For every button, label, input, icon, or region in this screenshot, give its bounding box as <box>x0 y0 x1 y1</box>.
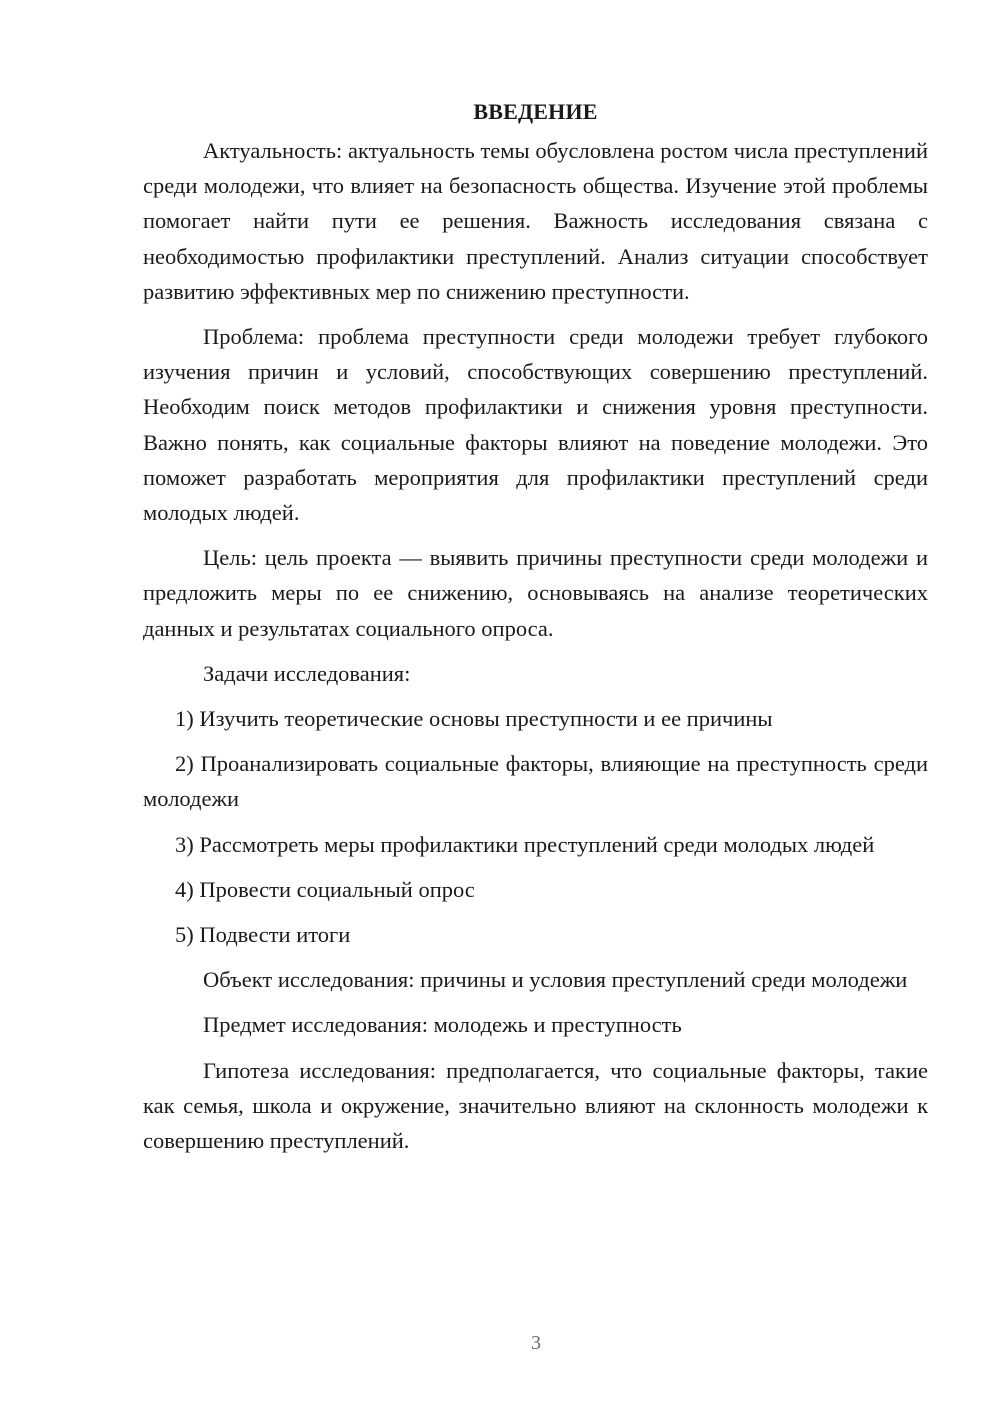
task-item-1: 1) Изучить теоретические основы преступности и ее причины <box>175 706 773 732</box>
task-item-3: 3) Рассмотреть меры профилактики преступлений среди молодых людей <box>175 831 875 857</box>
page-number: 3 <box>531 1332 541 1354</box>
relevance-paragraph: Актуальность: актуальность темы обусловлена ростом числа преступлений среди молодежи, что влияет на безопасность общества. Изучение этой проблемы помогает найти пути ее решения. Важность исследования связана с необходимостью профилактики преступлений. Анализ ситуации способствует развитию эффективных мер по снижению преступности. <box>143 138 928 304</box>
page-title: ВВЕДЕНИЕ <box>473 99 598 124</box>
subject-paragraph: Предмет исследования: молодежь и преступность <box>203 1012 682 1038</box>
task-item-2: 2) Проанализировать социальные факторы, влияющие на преступность среди молодежи <box>143 751 928 812</box>
object-paragraph: Объект исследования: причины и условия преступлений среди молодежи <box>203 967 908 993</box>
tasks-heading: Задачи исследования: <box>203 660 411 686</box>
task-item-4: 4) Провести социальный опрос <box>175 876 475 902</box>
document-page <box>143 94 928 1158</box>
problem-paragraph: Проблема: проблема преступности среди молодежи требует глубокого изучения причин и условий, способствующих совершению преступлений. Необходим поиск методов профилактики и снижения уровня преступности. Важно понять, как социальные факторы влияют на поведение молодежи. Это поможет разработать мероприятия для профилактики преступлений среди молодых людей. <box>143 324 928 526</box>
task-item-5: 5) Подвести итоги <box>175 922 351 948</box>
goal-paragraph: Цель: цель проекта — выявить причины преступности среди молодежи и предложить меры по ее снижению, основываясь на анализе теоретических данных и результатах социального опроса. <box>143 545 928 641</box>
hypothesis-paragraph: Гипотеза исследования: предполагается, что социальные факторы, такие как семья, школа и окружение, значительно влияют на склонность молодежи к совершению преступлений. <box>143 1057 928 1154</box>
